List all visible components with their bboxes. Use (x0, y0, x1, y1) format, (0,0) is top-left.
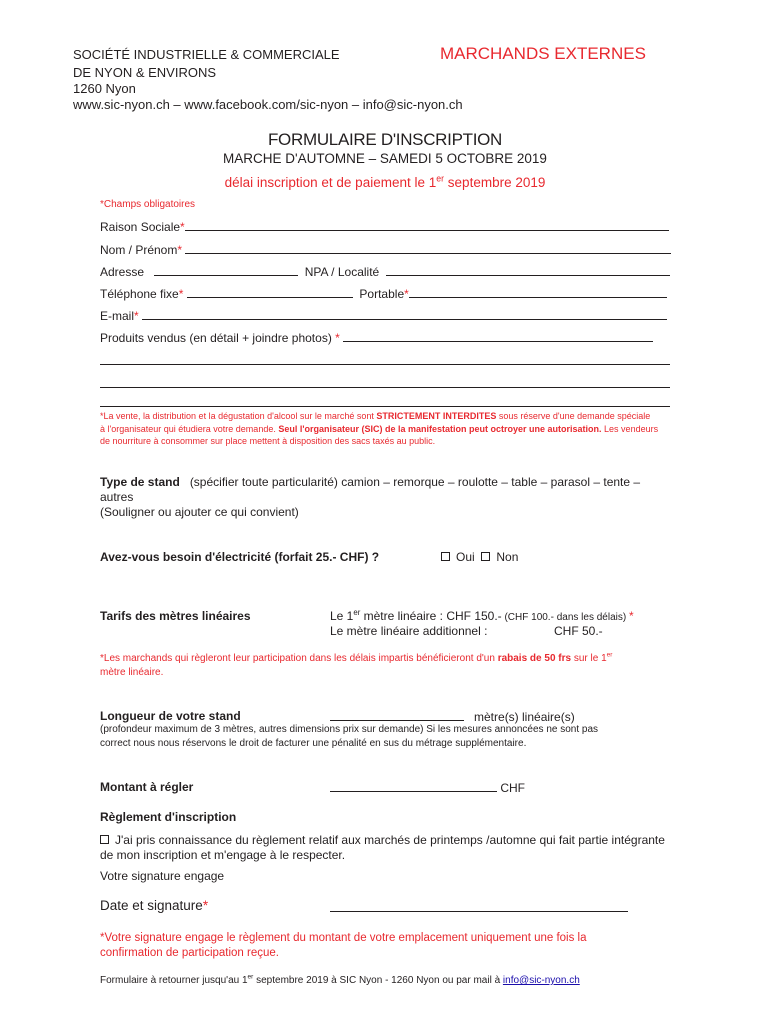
field-produits (100, 330, 653, 345)
electricity-non-label: Non (496, 550, 519, 564)
tarif-additional-price: CHF 50.- (554, 624, 603, 638)
rabais-text: sur le 1 (571, 653, 607, 664)
reglement-text: J'ai pris connaissance du règlement relatif aux marchés de printemps /automne qui fait partie intégrante (115, 833, 665, 847)
adresse-label: Adresse (100, 265, 145, 279)
signature-label-text: Date et signature (100, 898, 203, 913)
longueur-note (100, 723, 598, 751)
rabais-note (100, 652, 612, 680)
required-star: * (178, 287, 184, 301)
field-telephone (100, 286, 667, 301)
alcohol-note-text: sous réserve d'une demande spéciale (496, 411, 651, 421)
alcohol-note-bold: Seul l'organisateur (SIC) de la manifestation peut octroyer une autorisation. (278, 423, 602, 434)
checkbox-non[interactable] (481, 552, 490, 561)
stand-type-options[interactable]: (spécifier toute particularité) camion – remorque – roulotte – table – parasol – tente – (189, 475, 641, 489)
checkbox-reglement[interactable] (100, 835, 109, 844)
telephone-input[interactable] (187, 286, 353, 298)
tarif-star: * (628, 609, 634, 623)
electricity-label: Avez-vous besoin d'électricité (forfait 25.- CHF) ? (100, 550, 380, 564)
tarif-first-text: Le 1 (330, 609, 354, 623)
portable-input[interactable] (409, 286, 667, 298)
montant-field (330, 780, 525, 795)
signature-input[interactable] (330, 911, 628, 912)
required-star: * (180, 220, 185, 234)
category-heading: MARCHANDS EXTERNES (440, 44, 646, 63)
signature-label (100, 898, 208, 913)
rabais-sup: er (606, 651, 613, 659)
footer (100, 975, 580, 986)
footer-text: Formulaire à retourner jusqu'au 1 (100, 975, 248, 986)
montant-unit: CHF (500, 781, 526, 795)
montant-input[interactable] (330, 780, 497, 792)
stand-type-other[interactable]: autres (100, 490, 134, 504)
stand-type-instructions: (Souligner ou ajouter ce qui convient) (100, 505, 299, 519)
reglement-line2: de mon inscription et m'engage à le respecter. (100, 848, 346, 862)
required-star: * (404, 287, 409, 301)
raison-sociale-input[interactable] (185, 219, 669, 231)
longueur-note-line2: correct nous nous réservons le droit de facturer une pénalité en sus du métrage supplémentaire. (100, 738, 527, 749)
signature-note-line2: confirmation de participation reçue. (100, 947, 279, 959)
org-city: 1260 Nyon (73, 81, 136, 96)
tarif-first-sup: er (353, 608, 361, 617)
form-title: FORMULAIRE D'INSCRIPTION (267, 130, 503, 149)
footer-text: septembre 2019 à SIC Nyon - 1260 Nyon ou par mail à (253, 975, 503, 986)
alcohol-note-text: à l'organisateur qui étudiera votre demande. (100, 423, 279, 434)
market-subtitle: MARCHE D'AUTOMNE – SAMEDI 5 OCTOBRE 2019 (223, 151, 547, 166)
nom-prenom-label: Nom / Prénom (100, 243, 178, 257)
longueur-label: Longueur de votre stand (100, 709, 241, 723)
deadline-text-end: septembre 2019 (444, 175, 546, 190)
field-adresse (100, 264, 670, 279)
tarif-first-price: mètre linéaire : CHF 150.- (360, 609, 502, 623)
signature-engage: Votre signature engage (100, 869, 225, 883)
footer-sup: er (247, 973, 254, 981)
field-nom-prenom (100, 242, 671, 257)
deadline-sup: er (436, 173, 445, 184)
field-email (100, 308, 667, 323)
field-raison-sociale (100, 219, 669, 234)
adresse-input[interactable] (154, 264, 298, 276)
org-name-line1: SOCIÉTÉ INDUSTRIELLE & COMMERCIALE (73, 47, 340, 62)
footer-email-link[interactable]: info@sic-nyon.ch (502, 975, 580, 986)
raison-sociale-label: Raison Sociale (100, 220, 181, 234)
email-label: E-mail (100, 309, 135, 323)
montant-label: Montant à régler (100, 780, 194, 794)
telephone-label: Téléphone fixe (100, 287, 179, 301)
alcohol-note-text: Les vendeurs (601, 423, 659, 434)
signature-note-line1: *Votre signature engage le règlement du montant de votre emplacement uniquement une fois la (100, 932, 587, 944)
produits-label: Produits vendus (en détail + joindre photos) (100, 331, 332, 345)
longueur-unit: mètre(s) linéaire(s) (474, 710, 575, 724)
longueur-input[interactable] (330, 709, 464, 721)
required-note: *Champs obligatoires (100, 199, 196, 210)
stand-type-label: Type de stand (100, 475, 180, 489)
alcohol-note-bold: STRICTEMENT INTERDITES (376, 411, 497, 421)
reglement-line1 (100, 833, 665, 847)
npa-localite-label: NPA / Localité (304, 265, 380, 279)
email-input[interactable] (142, 308, 667, 320)
signature-note (100, 931, 587, 961)
alcohol-note-text: de nourriture à consommer sur place mettent à disposition des sacs taxés au public. (100, 436, 436, 446)
deadline-line (0, 175, 770, 190)
tarifs-label: Tarifs des mètres linéaires (100, 609, 251, 623)
rabais-bold: rabais de 50 frs (497, 653, 572, 664)
alcohol-note (100, 410, 658, 448)
longueur-note-line1: (profondeur maximum de 3 mètres, autres dimensions prix sur demande) Si les mesures annoncées ne sont pas (100, 724, 599, 735)
required-star: * (177, 243, 183, 257)
rabais-text: *Les marchands qui règleront leur participation dans les délais impartis bénéficieront d'un (100, 653, 498, 664)
required-star: * (202, 898, 209, 913)
required-star: * (335, 331, 340, 345)
tarif-first-discount: (CHF 100.- dans les délais) (501, 612, 629, 623)
electricity-options (441, 550, 518, 564)
produits-input[interactable] (343, 330, 653, 342)
tarif-first-meter (330, 609, 634, 623)
npa-localite-input[interactable] (386, 264, 670, 276)
reglement-label: Règlement d'inscription (100, 810, 237, 824)
tarif-additional-label: Le mètre linéaire additionnel : (330, 624, 488, 638)
produits-extra-line-1[interactable] (100, 364, 670, 365)
electricity-oui-label: Oui (456, 550, 475, 564)
stand-type-row (100, 475, 640, 489)
longueur-field (330, 709, 575, 724)
org-contact: www.sic-nyon.ch – www.facebook.com/sic-nyon – info@sic-nyon.ch (73, 97, 463, 112)
produits-extra-line-3[interactable] (100, 406, 670, 407)
required-star: * (134, 309, 139, 323)
checkbox-oui[interactable] (441, 552, 450, 561)
produits-extra-line-2[interactable] (100, 387, 670, 388)
portable-label: Portable (359, 287, 405, 301)
alcohol-note-text: *La vente, la distribution et la dégustation d'alcool sur le marché sont (100, 411, 377, 421)
nom-prenom-input[interactable] (185, 242, 671, 254)
deadline-text: délai inscription et de paiement le 1 (224, 175, 437, 190)
rabais-text: mètre linéaire. (100, 667, 164, 678)
org-name-line2: DE NYON & ENVIRONS (73, 65, 217, 80)
